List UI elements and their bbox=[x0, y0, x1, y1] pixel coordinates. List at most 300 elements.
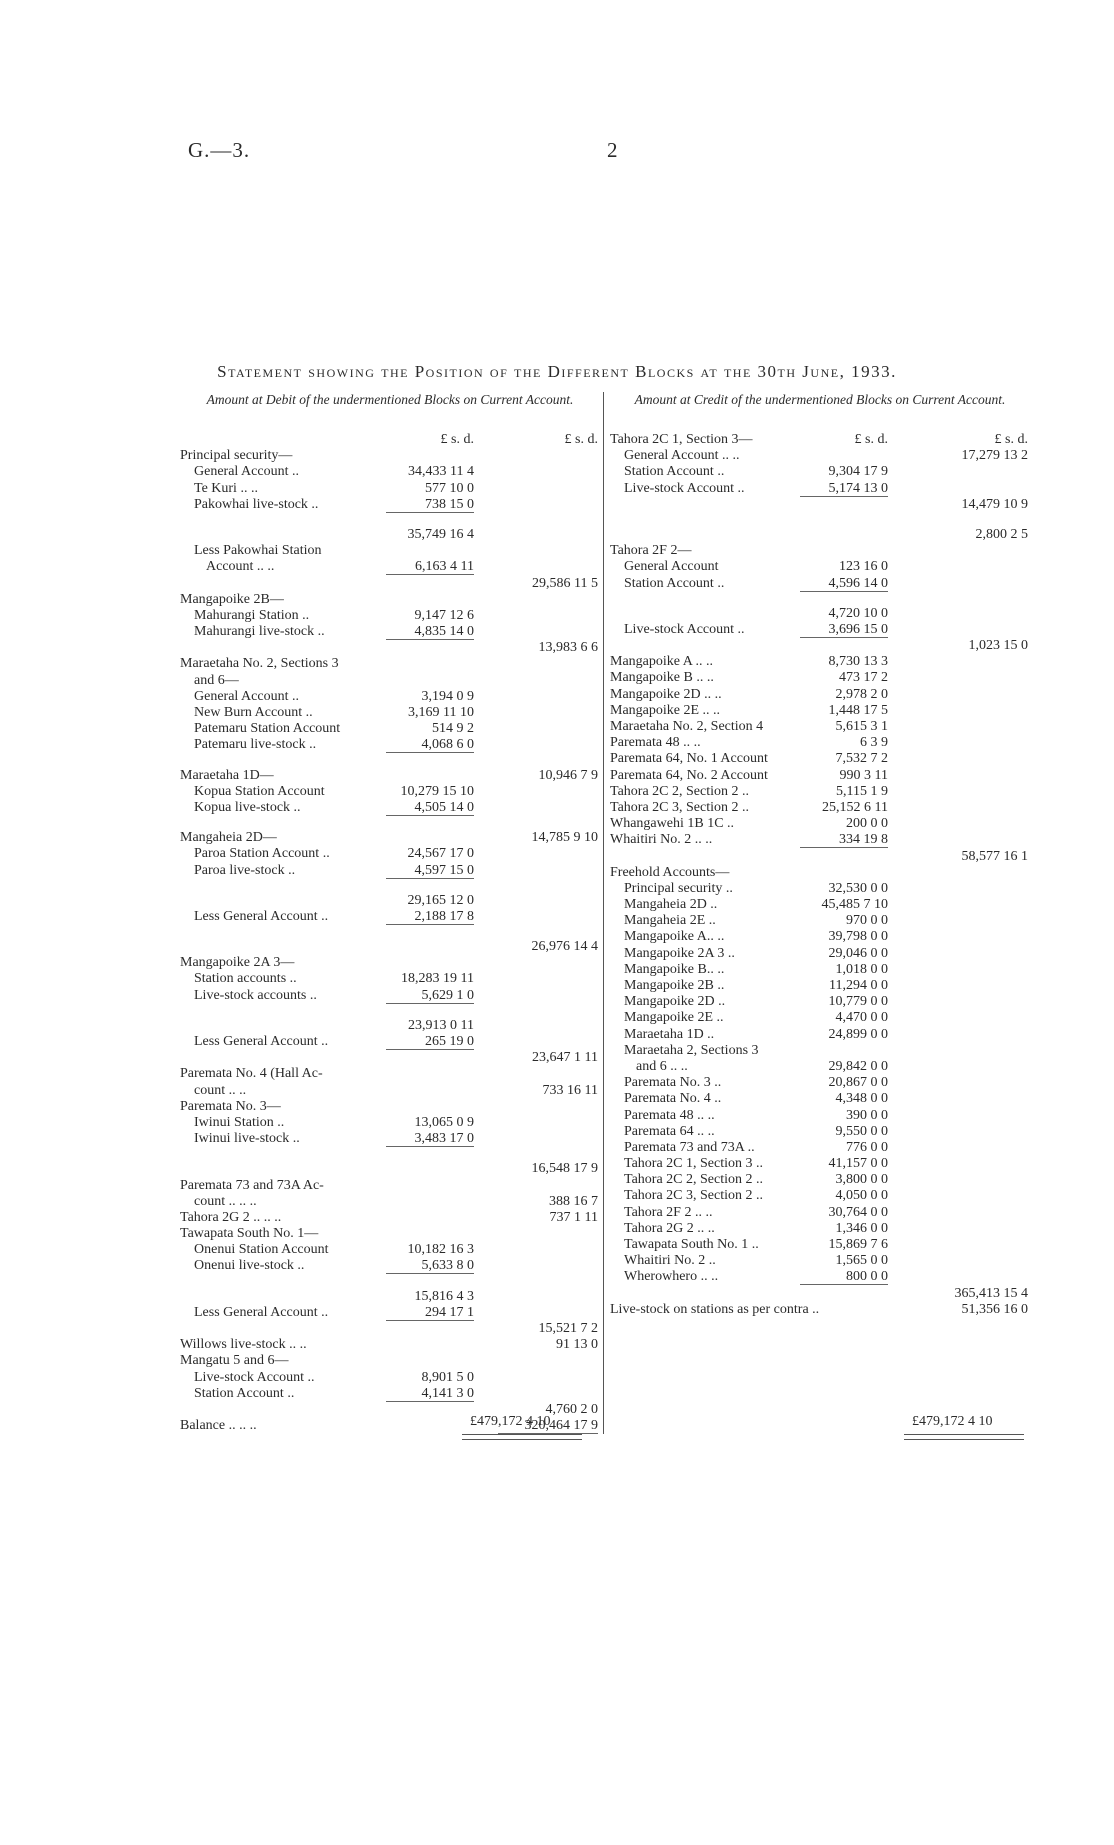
ledger-row bbox=[180, 1161, 600, 1177]
sub-amount: 10,279 15 10 bbox=[400, 783, 474, 799]
debit-heading: Amount at Debit of the undermentioned Blocks on Current Account. bbox=[206, 392, 574, 407]
sub-amount: 5,615 3 1 bbox=[835, 719, 888, 734]
ledger-row bbox=[180, 1353, 600, 1369]
ledger-row bbox=[180, 1115, 600, 1131]
sub-amount: 6 3 9 bbox=[860, 735, 888, 751]
row-label: Mangatu 5 and 6— bbox=[180, 1353, 289, 1369]
ledger-row bbox=[610, 1140, 1030, 1156]
sub-amount: 3,483 17 0 bbox=[414, 1131, 474, 1147]
sub-amount: 1,346 0 0 bbox=[835, 1220, 888, 1236]
ledger-row bbox=[180, 1337, 600, 1353]
row-label: Tahora 2G 2 .. .. bbox=[624, 1220, 715, 1236]
row-label: Paremata 64, No. 2 Account bbox=[610, 767, 768, 783]
ledger-row bbox=[610, 1269, 1030, 1285]
ledger-row bbox=[180, 608, 600, 624]
block-amount: 91 13 0 bbox=[556, 1337, 598, 1353]
block-amount: 23,647 1 11 bbox=[532, 1050, 598, 1066]
ledger-row bbox=[610, 1059, 1030, 1075]
credit-heading: Amount at Credit of the undermentioned Blocks on Current Account. bbox=[634, 392, 1006, 407]
ledger-row bbox=[180, 1275, 600, 1289]
row-label: Live-stock Account .. bbox=[194, 1369, 315, 1385]
sub-amount: 6,163 4 11 bbox=[415, 559, 474, 575]
row-label: Tahora 2F 2— bbox=[610, 543, 692, 559]
row-label: Less General Account .. bbox=[194, 908, 329, 924]
ledger-row bbox=[610, 978, 1030, 994]
ledger-row bbox=[180, 464, 600, 480]
ledger-row bbox=[610, 1286, 1030, 1302]
block-amount: 14,785 9 10 bbox=[531, 830, 598, 846]
ledger-row bbox=[180, 939, 600, 955]
ledger-row bbox=[610, 1302, 1030, 1318]
row-label: Maraetaha No. 2, Sections 3 bbox=[180, 656, 339, 672]
sub-amount: 23,913 0 11 bbox=[408, 1017, 474, 1033]
row-label: Patemaru live-stock .. bbox=[194, 737, 317, 753]
sub-amount: 800 0 0 bbox=[846, 1269, 888, 1285]
sub-amount: 4,050 0 0 bbox=[835, 1188, 888, 1204]
ledger-row bbox=[610, 800, 1030, 816]
block-amount: £ s. d. bbox=[994, 432, 1028, 447]
ledger-row bbox=[180, 971, 600, 987]
credit-total-double-rule bbox=[904, 1434, 1024, 1440]
sub-amount: 24,567 17 0 bbox=[407, 846, 474, 862]
row-label: Mangapoike 2A 3— bbox=[180, 955, 295, 971]
ledger-row bbox=[180, 1370, 600, 1386]
row-label: Mangapoike 2B .. bbox=[624, 978, 725, 993]
row-label: count .. .. .. bbox=[194, 1193, 257, 1209]
sub-amount: 473 17 2 bbox=[839, 670, 888, 686]
ledger-row bbox=[180, 955, 600, 971]
block-amount: 14,479 10 9 bbox=[961, 496, 1028, 512]
sub-amount: 4,720 10 0 bbox=[828, 605, 888, 621]
ledger-row bbox=[610, 670, 1030, 686]
block-amount: 26,976 14 4 bbox=[531, 939, 598, 955]
row-label: Iwinui live-stock .. bbox=[194, 1131, 300, 1147]
sub-amount: 3,194 0 9 bbox=[421, 688, 474, 704]
ledger-row bbox=[180, 830, 600, 846]
row-label: Maraetaha No. 2, Section 4 bbox=[610, 719, 764, 734]
ledger-row bbox=[180, 559, 600, 575]
block-amount: 10,946 7 9 bbox=[538, 767, 598, 783]
ledger-row bbox=[180, 576, 600, 592]
credit-rows bbox=[610, 432, 1030, 1318]
block-amount: 2,800 2 5 bbox=[975, 526, 1028, 542]
ledger-row bbox=[610, 497, 1030, 513]
row-label: Paroa live-stock .. bbox=[194, 862, 296, 878]
ledger-row bbox=[610, 513, 1030, 527]
ledger-row bbox=[610, 1205, 1030, 1221]
block-amount: 58,577 16 1 bbox=[961, 848, 1028, 864]
row-label: Mangaheia 2D— bbox=[180, 830, 277, 846]
row-label: Whangawehi 1B 1C .. bbox=[610, 816, 735, 832]
sub-amount: 9,147 12 6 bbox=[414, 607, 474, 623]
ledger-row bbox=[180, 1131, 600, 1147]
row-label: Tahora 2C 1, Section 3— bbox=[610, 432, 753, 447]
sub-amount: 738 15 0 bbox=[425, 496, 474, 512]
ledger-row bbox=[610, 687, 1030, 703]
ledger-row bbox=[610, 929, 1030, 945]
sub-amount: 390 0 0 bbox=[846, 1107, 888, 1123]
ledger-row bbox=[610, 1124, 1030, 1140]
sub-amount: £ s. d. bbox=[440, 432, 474, 447]
sub-amount: 25,152 6 11 bbox=[822, 799, 888, 815]
row-label: count .. .. bbox=[194, 1082, 247, 1098]
ledger-row bbox=[610, 1010, 1030, 1026]
ledger-row bbox=[180, 754, 600, 768]
sub-amount: 334 19 8 bbox=[839, 832, 888, 848]
sub-amount: 4,470 0 0 bbox=[835, 1010, 888, 1026]
ledger-row bbox=[180, 705, 600, 721]
ledger-row bbox=[180, 863, 600, 879]
ledger-row bbox=[180, 432, 600, 448]
row-label: Mangapoike 2A 3 .. bbox=[624, 945, 735, 961]
sub-amount: 3,696 15 0 bbox=[828, 621, 888, 637]
ledger-row bbox=[180, 1004, 600, 1018]
ledger-row bbox=[180, 513, 600, 527]
ledger-row bbox=[610, 1188, 1030, 1204]
block-amount: 1,023 15 0 bbox=[968, 638, 1028, 654]
sub-amount: 5,633 8 0 bbox=[421, 1258, 474, 1274]
sub-amount: 123 16 0 bbox=[839, 559, 888, 575]
sub-amount: 3,800 0 0 bbox=[835, 1172, 888, 1188]
ledger-row bbox=[180, 689, 600, 705]
row-label: Tawapata South No. 1 .. bbox=[624, 1237, 759, 1252]
page-number: 2 bbox=[607, 138, 619, 162]
row-label: Iwinui Station .. bbox=[194, 1114, 285, 1130]
row-label: Te Kuri .. .. bbox=[194, 480, 258, 496]
ledger-row bbox=[610, 432, 1030, 448]
ledger-row bbox=[180, 879, 600, 893]
sub-amount: 970 0 0 bbox=[846, 913, 888, 929]
ledger-row bbox=[180, 1210, 600, 1226]
ledger-row bbox=[610, 1108, 1030, 1124]
ledger-row bbox=[180, 1305, 600, 1321]
sub-amount: 776 0 0 bbox=[846, 1139, 888, 1155]
row-label: Station Account .. bbox=[194, 1385, 295, 1401]
ledger-row bbox=[180, 1066, 600, 1082]
row-label: Paremata 48 .. .. bbox=[610, 735, 701, 751]
ledger-row bbox=[180, 1289, 600, 1305]
sub-amount: 9,550 0 0 bbox=[835, 1123, 888, 1139]
block-amount: 15,521 7 2 bbox=[538, 1321, 598, 1336]
row-label: Paremata 48 .. .. bbox=[624, 1107, 715, 1123]
debit-rows bbox=[180, 432, 600, 1434]
sub-amount: 24,899 0 0 bbox=[828, 1026, 888, 1042]
sub-amount: 45,485 7 10 bbox=[821, 897, 888, 913]
sub-amount: 2,978 2 0 bbox=[835, 686, 888, 702]
ledger-row bbox=[180, 1099, 600, 1115]
row-label: Tahora 2C 3, Section 2 .. bbox=[610, 799, 749, 815]
row-label: Onenui Station Account bbox=[194, 1242, 329, 1258]
sub-amount: 514 9 2 bbox=[432, 721, 474, 737]
ledger-row bbox=[180, 1258, 600, 1274]
row-label: Live-stock on stations as per contra .. bbox=[610, 1301, 820, 1317]
block-amount: 4,760 2 0 bbox=[545, 1401, 598, 1417]
ledger-row bbox=[180, 1386, 600, 1402]
row-label: Maraetaha 1D .. bbox=[624, 1026, 715, 1042]
ledger-row bbox=[180, 543, 600, 559]
row-label: Whaitiri No. 2 .. .. bbox=[610, 832, 713, 848]
debit-column bbox=[180, 392, 600, 1434]
row-label: Tahora 2C 2, Section 2 .. bbox=[624, 1172, 763, 1188]
row-label: Kopua Station Account bbox=[194, 783, 325, 799]
ledger-row bbox=[180, 925, 600, 939]
row-label: and 6— bbox=[194, 672, 239, 688]
row-label: Tawapata South No. 1— bbox=[180, 1226, 319, 1242]
sub-amount: 4,068 6 0 bbox=[421, 737, 474, 753]
ledger-row bbox=[180, 1018, 600, 1034]
sub-amount: 15,816 4 3 bbox=[414, 1288, 474, 1304]
sub-amount: 577 10 0 bbox=[425, 480, 474, 496]
sub-amount: 8,730 13 3 bbox=[828, 654, 888, 670]
sub-amount: 20,867 0 0 bbox=[828, 1075, 888, 1091]
row-label: Station accounts .. bbox=[194, 971, 297, 987]
sub-amount: 10,182 16 3 bbox=[407, 1242, 474, 1258]
ledger-row bbox=[610, 881, 1030, 897]
row-label: Less Pakowhai Station bbox=[194, 543, 322, 559]
row-label: Station Account .. bbox=[624, 464, 725, 480]
row-label: Whaitiri No. 2 .. bbox=[624, 1253, 716, 1269]
ledger-row bbox=[610, 751, 1030, 767]
ledger-row bbox=[180, 592, 600, 608]
block-amount: 737 1 11 bbox=[549, 1209, 598, 1225]
block-amount: 13,983 6 6 bbox=[538, 640, 598, 656]
column-divider bbox=[603, 392, 604, 1434]
ledger-row bbox=[610, 448, 1030, 464]
row-label: Pakowhai live-stock .. bbox=[194, 496, 319, 512]
row-label: Paremata 64 .. .. bbox=[624, 1123, 715, 1139]
ledger-row bbox=[610, 559, 1030, 575]
ledger-row bbox=[180, 1242, 600, 1258]
row-label: Paremata 73 and 73A .. bbox=[624, 1139, 755, 1155]
ledger-row bbox=[180, 988, 600, 1004]
row-label: Paroa Station Account .. bbox=[194, 846, 330, 862]
ledger-row bbox=[610, 1156, 1030, 1172]
ledger-row bbox=[610, 849, 1030, 865]
ledger-row bbox=[610, 719, 1030, 735]
row-label: Paremata 73 and 73A Ac- bbox=[180, 1177, 324, 1193]
ledger-row bbox=[180, 768, 600, 784]
ledger-row bbox=[610, 1043, 1030, 1059]
credit-column bbox=[610, 392, 1030, 1318]
ledger-row bbox=[610, 768, 1030, 784]
row-label: General Account .. bbox=[194, 688, 299, 704]
ledger-row bbox=[610, 576, 1030, 592]
ledger-row bbox=[610, 481, 1030, 497]
sub-amount: 39,798 0 0 bbox=[828, 929, 888, 945]
row-label: Account .. .. bbox=[206, 559, 275, 575]
sub-amount: 10,779 0 0 bbox=[828, 994, 888, 1010]
row-label: Maraetaha 2, Sections 3 bbox=[624, 1042, 759, 1058]
ledger-row bbox=[610, 1075, 1030, 1091]
row-label: Mangapoike B .. .. bbox=[610, 670, 714, 686]
row-label: Wherowhero .. .. bbox=[624, 1269, 719, 1285]
sub-amount: 35,749 16 4 bbox=[407, 526, 474, 542]
row-label: Live-stock accounts .. bbox=[194, 987, 317, 1003]
sub-amount: 990 3 11 bbox=[839, 767, 888, 783]
block-amount: 320,464 17 9 bbox=[524, 1418, 598, 1434]
sub-amount: 4,505 14 0 bbox=[414, 799, 474, 815]
row-label: General Account .. .. bbox=[624, 448, 740, 464]
sub-amount: 1,448 17 5 bbox=[828, 702, 888, 718]
ledger-row bbox=[180, 784, 600, 800]
row-label: Freehold Accounts— bbox=[610, 864, 730, 880]
sub-amount: 29,842 0 0 bbox=[828, 1058, 888, 1074]
row-label: Tahora 2F 2 .. .. bbox=[624, 1204, 713, 1220]
row-label: and 6 .. .. bbox=[636, 1058, 688, 1074]
row-label: Mangaheia 2E .. bbox=[624, 913, 716, 929]
ledger-row bbox=[180, 1178, 600, 1194]
ledger-row bbox=[180, 846, 600, 862]
ledger-row bbox=[610, 543, 1030, 559]
sub-amount: 5,115 1 9 bbox=[836, 783, 888, 799]
row-label: Mangapoike 2B— bbox=[180, 591, 284, 607]
credit-total: £479,172 4 10 bbox=[912, 1414, 993, 1429]
ledger-row bbox=[610, 946, 1030, 962]
row-label: Mangapoike 2D .. bbox=[624, 994, 726, 1010]
block-amount: 16,548 17 9 bbox=[531, 1161, 598, 1177]
ledger-row bbox=[610, 1237, 1030, 1253]
sub-amount: 4,835 14 0 bbox=[414, 624, 474, 640]
ledger-row bbox=[180, 816, 600, 830]
ledger-row bbox=[610, 816, 1030, 832]
row-label: Mangapoike 2E .. .. bbox=[610, 702, 721, 718]
ledger-row bbox=[610, 1091, 1030, 1107]
sub-amount: 294 17 1 bbox=[425, 1304, 474, 1320]
sub-amount: 29,165 12 0 bbox=[407, 892, 474, 908]
row-label: General Account .. bbox=[194, 464, 299, 480]
ledger-row bbox=[180, 656, 600, 672]
ledger-row bbox=[180, 481, 600, 497]
row-label: Mangapoike B.. .. bbox=[624, 961, 725, 977]
row-label: Mangapoike 2D .. .. bbox=[610, 686, 722, 702]
row-label: Tahora 2C 1, Section 3 .. bbox=[624, 1156, 763, 1172]
ledger-row bbox=[180, 448, 600, 464]
row-label: Live-stock Account .. bbox=[624, 480, 745, 496]
ledger-row bbox=[610, 592, 1030, 606]
block-amount: 51,356 16 0 bbox=[961, 1301, 1028, 1317]
sub-amount: 41,157 0 0 bbox=[828, 1156, 888, 1172]
block-amount: 733 16 11 bbox=[542, 1082, 598, 1098]
ledger-row bbox=[180, 527, 600, 543]
row-label: Paremata 64, No. 1 Account bbox=[610, 751, 768, 767]
ledger-row bbox=[610, 606, 1030, 622]
ledger-row bbox=[610, 464, 1030, 480]
ledger-row bbox=[610, 784, 1030, 800]
sub-amount: 18,283 19 11 bbox=[401, 971, 474, 987]
row-label: Mahurangi live-stock .. bbox=[194, 624, 325, 640]
sub-amount: 4,597 15 0 bbox=[414, 862, 474, 878]
row-label: Less General Account .. bbox=[194, 1304, 329, 1320]
ledger-row bbox=[180, 1050, 600, 1066]
sub-amount: 32,530 0 0 bbox=[828, 880, 888, 896]
ledger-row bbox=[610, 832, 1030, 848]
statement-title: Statement showing the Position of the Different Blocks at the 30th June, 1933. bbox=[217, 362, 897, 381]
ledger-row bbox=[610, 703, 1030, 719]
sub-amount: 4,141 3 0 bbox=[421, 1385, 474, 1401]
row-label: Less General Account .. bbox=[194, 1034, 329, 1049]
row-label: General Account bbox=[624, 559, 719, 575]
ledger-row bbox=[180, 673, 600, 689]
page-reference: G.—3. bbox=[188, 138, 251, 162]
row-label: Principal security— bbox=[180, 448, 293, 464]
row-label: Willows live-stock .. .. bbox=[180, 1337, 307, 1353]
row-label: Paremata No. 3 .. bbox=[624, 1075, 722, 1091]
ledger-row bbox=[180, 1083, 600, 1099]
ledger-row bbox=[610, 913, 1030, 929]
row-label: Mangaheia 2D .. bbox=[624, 897, 718, 913]
sub-amount: 265 19 0 bbox=[425, 1034, 474, 1049]
row-label: Tahora 2C 2, Section 2 .. bbox=[610, 783, 749, 799]
block-amount: 388 16 7 bbox=[549, 1193, 598, 1209]
row-label: Mahurangi Station .. bbox=[194, 607, 310, 623]
row-label: Onenui live-stock .. bbox=[194, 1258, 305, 1274]
row-label: Mangapoike A .. .. bbox=[610, 654, 714, 670]
block-amount: £ s. d. bbox=[564, 432, 598, 447]
ledger-row bbox=[610, 962, 1030, 978]
row-label: Paremata No. 3— bbox=[180, 1098, 281, 1114]
row-label: Paremata No. 4 .. bbox=[624, 1091, 722, 1107]
debit-total-double-rule bbox=[462, 1434, 582, 1440]
row-label: Live-stock Account .. bbox=[624, 621, 745, 637]
sub-amount: 4,596 14 0 bbox=[828, 575, 888, 591]
ledger-row bbox=[610, 622, 1030, 638]
row-label: New Burn Account .. bbox=[194, 705, 313, 720]
ledger-row bbox=[610, 654, 1030, 670]
row-label: Tahora 2C 3, Section 2 .. bbox=[624, 1188, 763, 1204]
sub-amount: 8,901 5 0 bbox=[421, 1369, 474, 1385]
ledger-row bbox=[610, 897, 1030, 913]
sub-amount: 4,348 0 0 bbox=[835, 1091, 888, 1107]
ledger-row bbox=[610, 1027, 1030, 1043]
sub-amount: 1,018 0 0 bbox=[835, 961, 888, 977]
row-label: Patemaru Station Account bbox=[194, 721, 341, 737]
sub-amount: 5,629 1 0 bbox=[421, 987, 474, 1003]
ledger-row bbox=[610, 735, 1030, 751]
sub-amount: 34,433 11 4 bbox=[408, 464, 474, 480]
ledger-row bbox=[610, 1221, 1030, 1237]
ledger-row bbox=[180, 1194, 600, 1210]
row-label: Principal security .. bbox=[624, 880, 733, 896]
sub-amount: 11,294 0 0 bbox=[829, 978, 888, 993]
ledger-row bbox=[180, 1034, 600, 1050]
debit-total: £479,172 4 10 bbox=[470, 1414, 551, 1429]
sub-amount: 2,188 17 8 bbox=[414, 908, 474, 924]
row-label: Maraetaha 1D— bbox=[180, 767, 274, 783]
ledger-row bbox=[180, 624, 600, 640]
ledger-row bbox=[610, 1172, 1030, 1188]
sub-amount: 9,304 17 9 bbox=[828, 464, 888, 480]
row-label: Station Account .. bbox=[624, 575, 725, 591]
ledger-row bbox=[610, 865, 1030, 881]
ledger-row bbox=[180, 1147, 600, 1161]
sub-amount: 30,764 0 0 bbox=[828, 1204, 888, 1220]
ledger-row bbox=[180, 721, 600, 737]
sub-amount: £ s. d. bbox=[854, 432, 888, 447]
ledger-row bbox=[610, 527, 1030, 543]
ledger-row bbox=[180, 893, 600, 909]
ledger-row bbox=[180, 1321, 600, 1337]
ledger-row bbox=[610, 994, 1030, 1010]
block-amount: 29,586 11 5 bbox=[532, 575, 598, 591]
ledger-row bbox=[180, 909, 600, 925]
sub-amount: 5,174 13 0 bbox=[828, 480, 888, 496]
sub-amount: 1,565 0 0 bbox=[835, 1253, 888, 1269]
ledger-row bbox=[180, 640, 600, 656]
ledger-row bbox=[180, 1226, 600, 1242]
block-amount: 365,413 15 4 bbox=[954, 1285, 1028, 1301]
ledger-row bbox=[610, 638, 1030, 654]
ledger-row bbox=[610, 1253, 1030, 1269]
